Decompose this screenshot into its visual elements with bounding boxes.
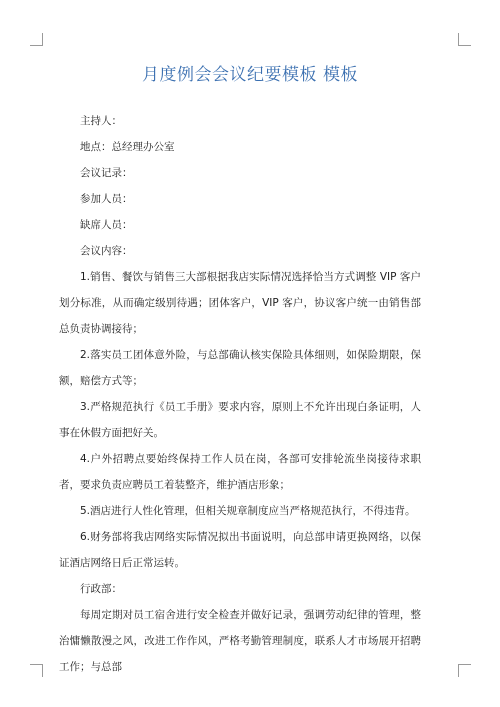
field-host: 主持人： [80,115,122,127]
content-item-6: 6.财务部将我店网络实际情况拟出书面说明，向总部申请更换网络，以保证酒店网络日后正常运转。 [59,531,421,569]
field-record: 会议记录： [80,167,133,179]
crop-mark-bottom-right [458,664,471,677]
content-item-1: 1.销售、餐饮与销售三大部根据我店实际情况选择恰当方式调整 VIP 客户划分标准，从而确定级别待遇；团体客户，VIP 客户，协议客户统一由销售部总负责协调接待； [59,271,421,335]
document-body [59,108,421,680]
content-item-3: 3.严格规范执行《员工手册》要求内容，原则上不允许出现白条证明，人事在休假方面把好关。 [59,401,421,439]
content-item-4: 4.户外招聘点要始终保持工作人员在岗，各部可安排轮流坐岗接待求职者，要求负责应聘员工着装整齐，维护酒店形象； [59,453,421,491]
field-location: 地点：总经理办公室 [80,141,175,153]
content-item-5: 5.酒店进行人性化管理，但相关规章制度应当严格规范执行，不得违背。 [80,505,416,517]
admin-paragraph: 每周定期对员工宿舍进行安全检查并做好记录，强调劳动纪律的管理，整治慵懒散漫之风，改进工作作风，严格考勤管理制度，联系人才市场展开招聘工作；与总部 [59,609,421,673]
document-title: 月度例会会议纪要模板 模板 [142,65,358,85]
field-meeting-content: 会议内容： [80,245,133,257]
content-item-2: 2.落实员工团体意外险，与总部确认核实保险具体细则，如保险期限，保额，赔偿方式等； [59,349,421,387]
crop-mark-bottom-left [30,664,43,677]
crop-mark-top-left [30,33,43,46]
field-absentees: 缺席人员： [80,219,133,231]
crop-mark-top-right [458,33,471,46]
field-attendees: 参加人员： [80,193,133,205]
admin-heading: 行政部： [80,583,122,595]
